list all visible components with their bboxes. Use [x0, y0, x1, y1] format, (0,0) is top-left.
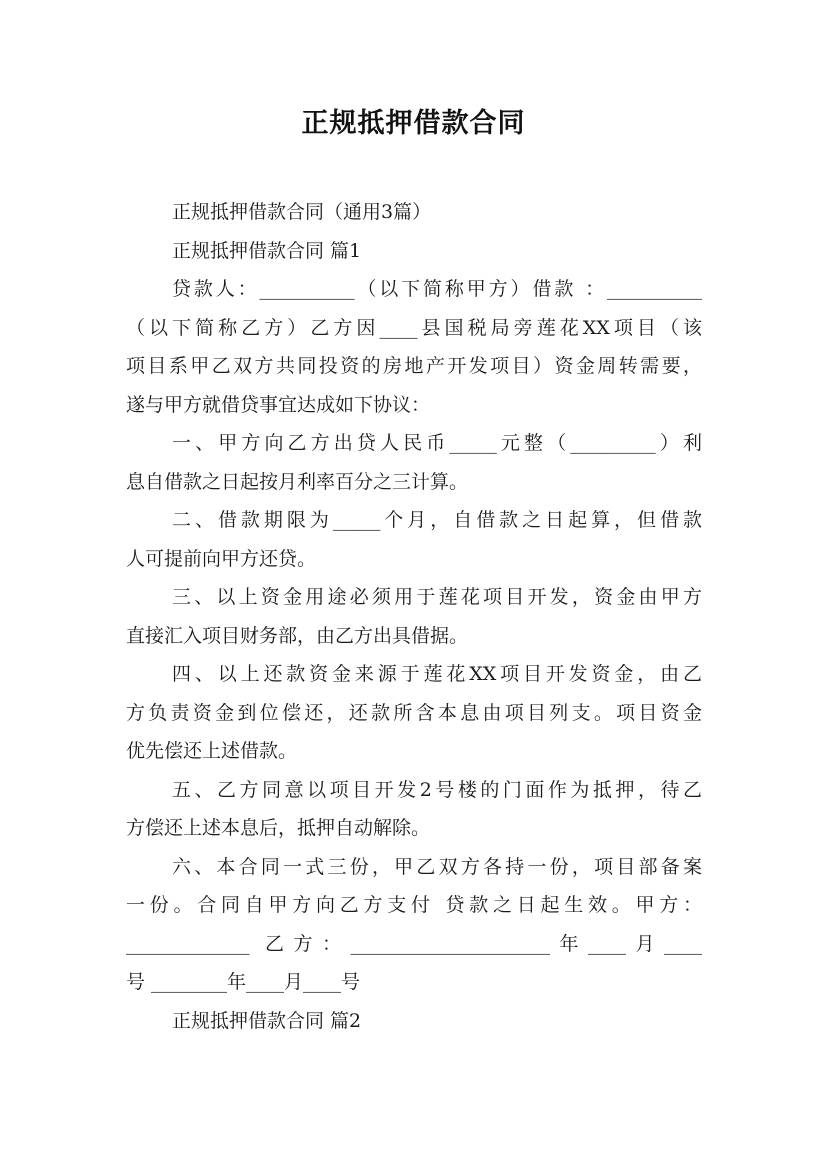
- clause-4-line: 方负责资金到位偿还，还款所含本息由项目列支。项目资金: [126, 701, 702, 724]
- signature-date-line: 号 ________年____月____号: [126, 971, 361, 993]
- paragraph-line: 贷款人：__________（以下简称甲方）借款 ：__________: [172, 278, 702, 300]
- clause-3-line: 三、以上资金用途必须用于莲花项目开发，资金由甲方: [172, 586, 702, 608]
- clause-6-line: 六、本合同一式三份，甲乙双方各持一份，项目部备案: [172, 855, 702, 878]
- paragraph-line: 项目系甲乙双方共同投资的房地产开发项目）资金周转需要，: [126, 355, 702, 377]
- clause-6-line: 一份。合同自甲方向乙方支付 贷款之日起生效。甲方：: [126, 894, 702, 916]
- clause-1-line: 一、甲方向乙方出贷人民币_____元整（_________）利: [172, 432, 702, 454]
- document-body: [126, 193, 702, 1040]
- paragraph-line: 遂与甲方就借贷事宜达成如下协议：: [126, 393, 431, 416]
- clause-5-line: 方偿还上述本息后，抵押自动解除。: [126, 817, 431, 839]
- paragraph-line: （以下简称乙方）乙方因____县国税局旁莲花XX项目（该: [126, 316, 702, 339]
- section-heading-2: 正规抵押借款合同 篇2: [172, 1009, 362, 1032]
- subtitle-line: 正规抵押借款合同（通用3篇）: [172, 201, 432, 223]
- clause-2-line: 二、借款期限为_____个月，自借款之日起算，但借款: [172, 509, 702, 531]
- document-title: 正规抵押借款合同: [301, 108, 526, 139]
- signature-line: _____________ 乙方：_____________________年____月____: [126, 932, 702, 955]
- section-heading-1: 正规抵押借款合同 篇1: [172, 239, 362, 262]
- clause-4-line: 优先偿还上述借款。: [126, 740, 298, 762]
- clause-1-line: 息自借款之日起按月利率百分之三计算。: [126, 470, 469, 493]
- clause-5-line: 五、乙方同意以项目开发2号楼的门面作为抵押，待乙: [172, 778, 702, 801]
- clause-3-line: 直接汇入项目财务部，由乙方出具借据。: [126, 624, 469, 647]
- clause-4-line: 四、以上还款资金来源于莲花XX项目开发资金，由乙: [172, 663, 702, 685]
- clause-2-line: 人可提前向甲方还贷。: [126, 547, 317, 570]
